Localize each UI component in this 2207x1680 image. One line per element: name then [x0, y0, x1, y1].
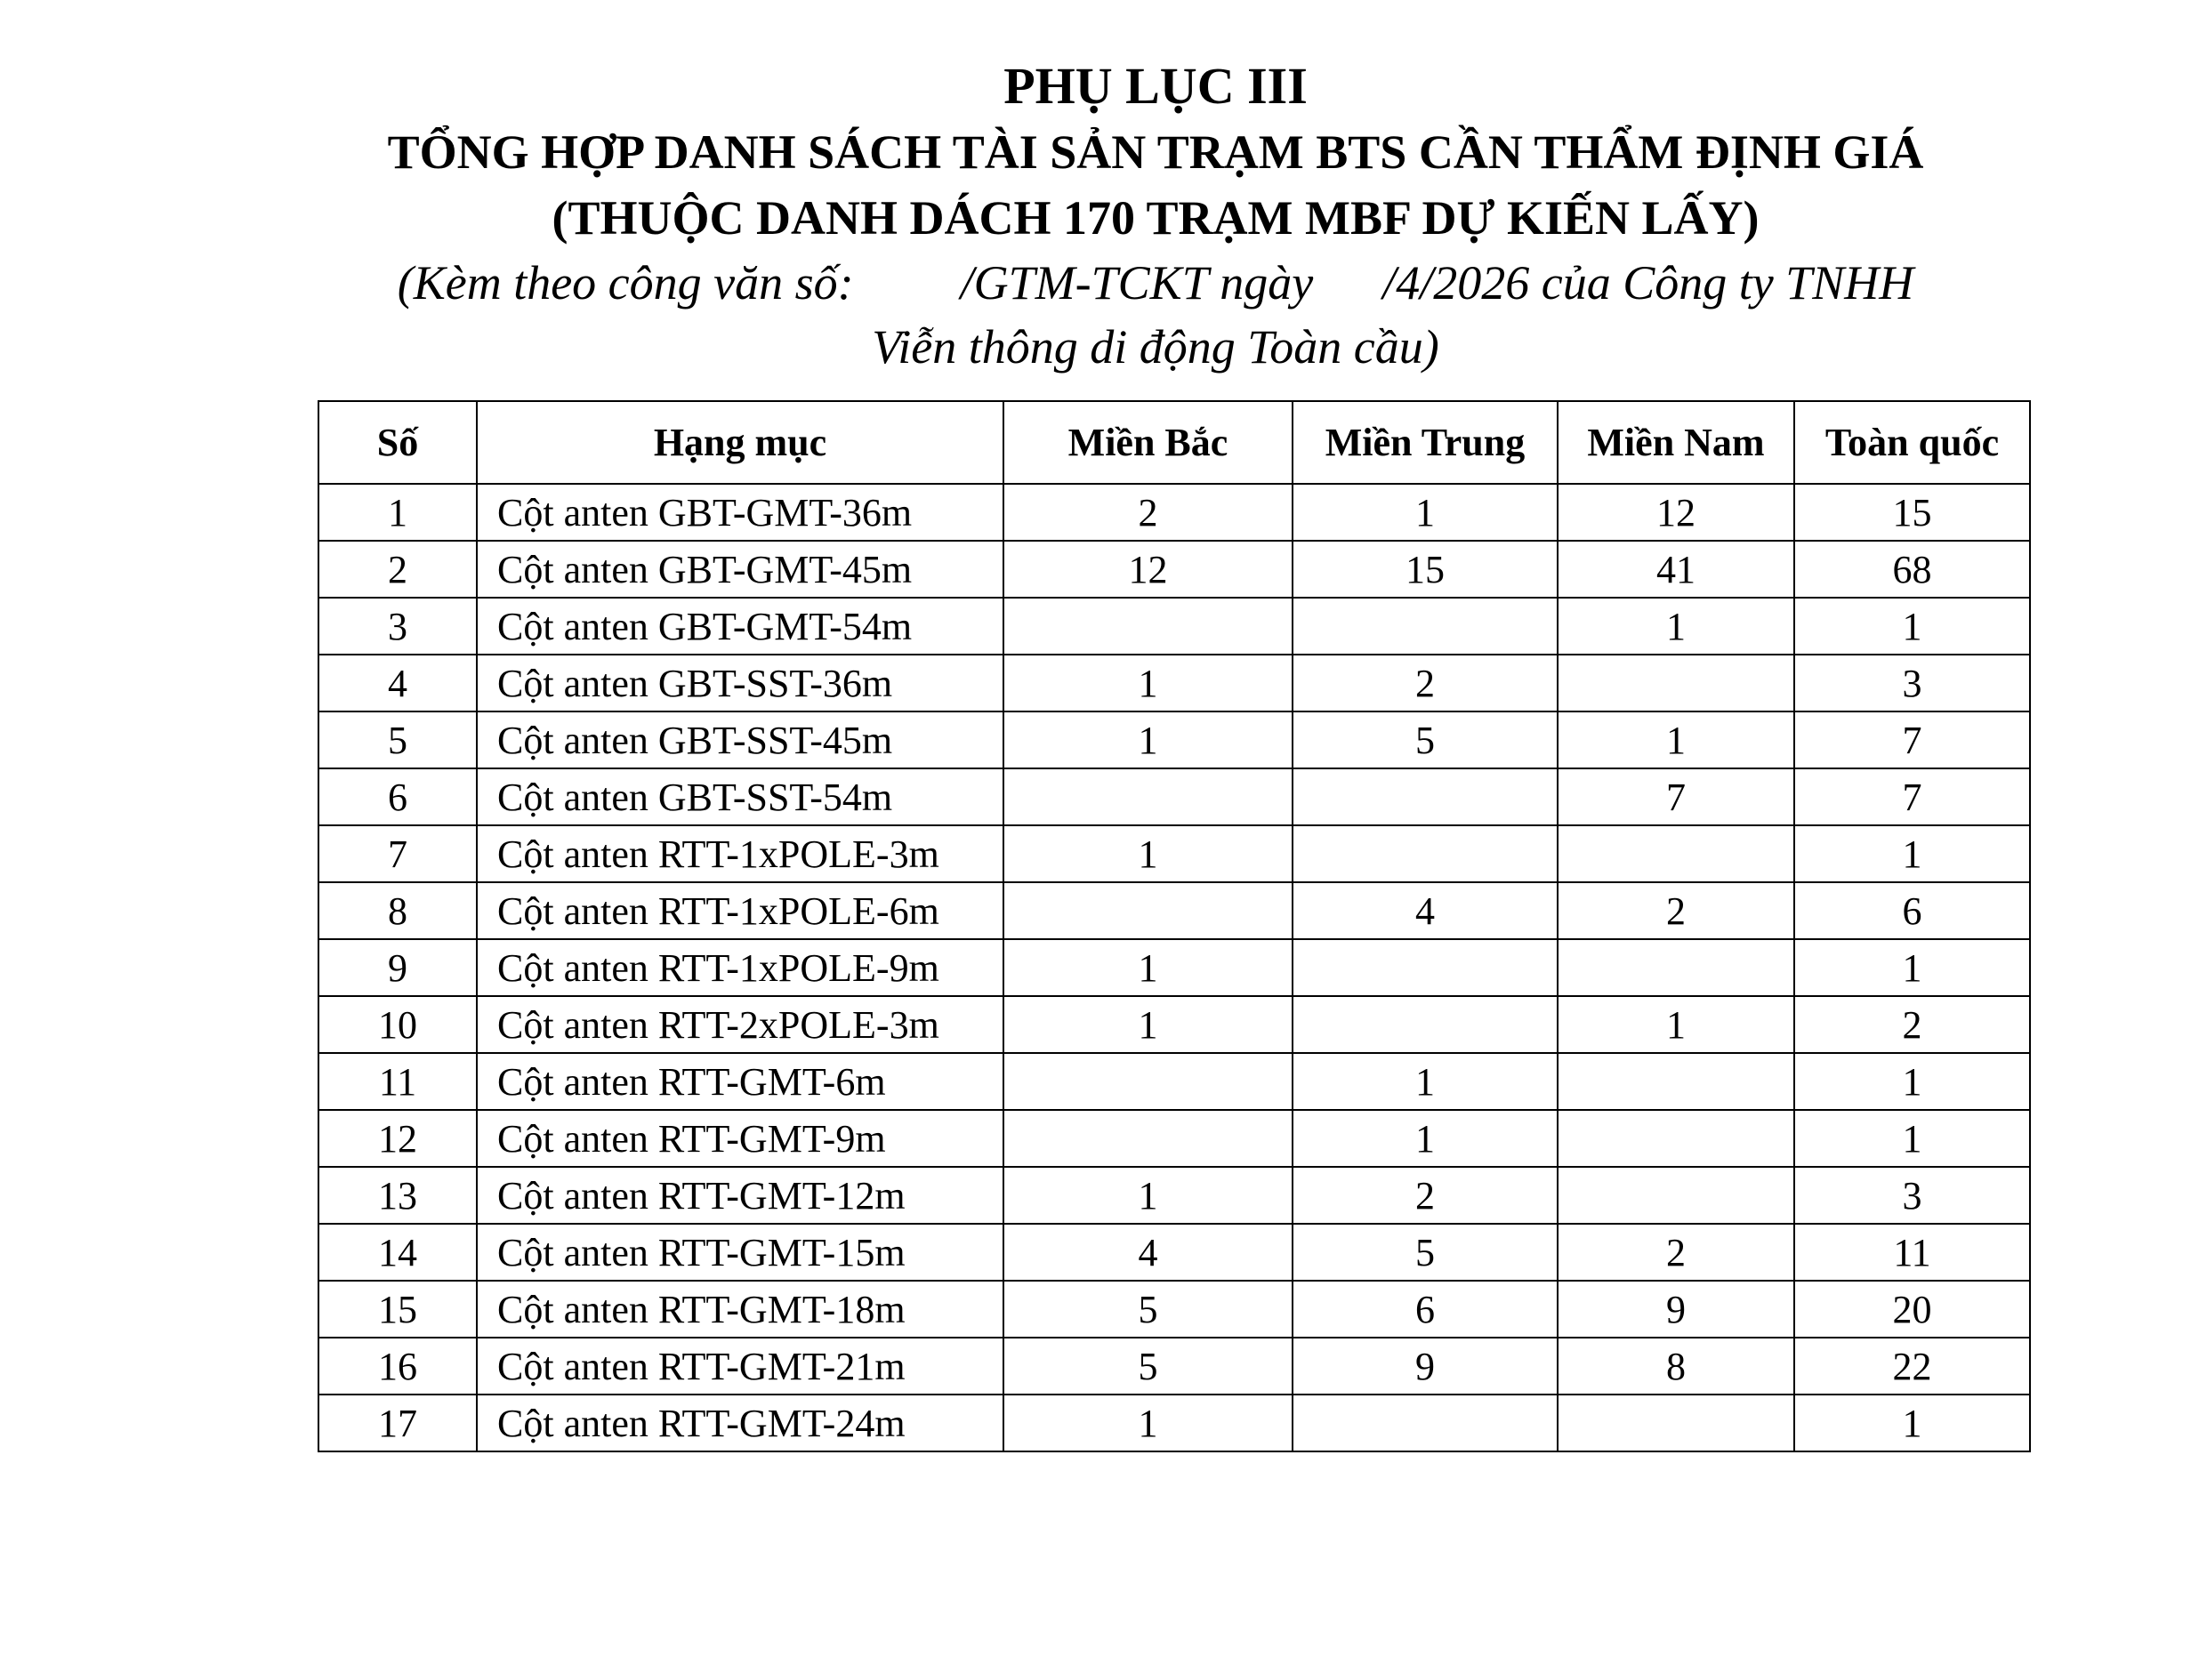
cell-item: Cột anten RTT-GMT-12m: [477, 1167, 1003, 1224]
cell-nationwide: 1: [1794, 825, 2030, 882]
cell-nationwide: 3: [1794, 655, 2030, 711]
cell-south: 8: [1558, 1338, 1794, 1395]
cell-south: [1558, 1110, 1794, 1167]
cell-north: 1: [1003, 711, 1293, 768]
table-body: [318, 484, 2030, 1451]
cell-no: 5: [318, 711, 477, 768]
cell-south: [1558, 825, 1794, 882]
cell-item: Cột anten RTT-GMT-21m: [477, 1338, 1003, 1395]
cell-north: 1: [1003, 655, 1293, 711]
cell-no: 13: [318, 1167, 477, 1224]
cell-no: 11: [318, 1053, 477, 1110]
column-header-nationwide: Toàn quốc: [1794, 401, 2030, 484]
cell-item: Cột anten RTT-GMT-15m: [477, 1224, 1003, 1281]
cell-central: 6: [1293, 1281, 1558, 1338]
cell-north: [1003, 768, 1293, 825]
table-header-row: [318, 401, 2030, 484]
cell-central: [1293, 1395, 1558, 1451]
cell-south: 12: [1558, 484, 1794, 541]
cell-central: [1293, 768, 1558, 825]
table-row: [318, 1338, 2030, 1395]
cell-nationwide: 7: [1794, 711, 2030, 768]
cell-item: Cột anten GBT-SST-45m: [477, 711, 1003, 768]
cell-north: 1: [1003, 1395, 1293, 1451]
cell-north: 4: [1003, 1224, 1293, 1281]
reference-note: [267, 251, 2044, 315]
cell-south: 7: [1558, 768, 1794, 825]
cell-nationwide: 6: [1794, 882, 2030, 939]
table-row: [318, 939, 2030, 996]
column-header-no: Số: [318, 401, 477, 484]
table-row: [318, 996, 2030, 1053]
reference-note-part2: /GTM-TCKT ngày: [960, 256, 1314, 309]
cell-nationwide: 20: [1794, 1281, 2030, 1338]
cell-north: 1: [1003, 996, 1293, 1053]
cell-south: 41: [1558, 541, 1794, 598]
cell-central: [1293, 825, 1558, 882]
cell-north: [1003, 1110, 1293, 1167]
table-row: [318, 1281, 2030, 1338]
cell-nationwide: 1: [1794, 1110, 2030, 1167]
table-row: [318, 541, 2030, 598]
cell-central: 1: [1293, 1110, 1558, 1167]
cell-item: Cột anten RTT-2xPOLE-3m: [477, 996, 1003, 1053]
cell-north: 1: [1003, 939, 1293, 996]
cell-south: 2: [1558, 1224, 1794, 1281]
cell-central: 4: [1293, 882, 1558, 939]
table-row: [318, 768, 2030, 825]
reference-note-part3: /4/2026 của Công ty TNHH: [1382, 256, 1914, 309]
cell-no: 10: [318, 996, 477, 1053]
cell-nationwide: 1: [1794, 598, 2030, 655]
cell-south: [1558, 1395, 1794, 1451]
cell-no: 1: [318, 484, 477, 541]
table-row: [318, 1224, 2030, 1281]
column-header-central: Miền Trung: [1293, 401, 1558, 484]
cell-north: 5: [1003, 1281, 1293, 1338]
cell-no: 6: [318, 768, 477, 825]
column-header-item: Hạng mục: [477, 401, 1003, 484]
cell-no: 9: [318, 939, 477, 996]
cell-central: 2: [1293, 1167, 1558, 1224]
cell-item: Cột anten RTT-GMT-24m: [477, 1395, 1003, 1451]
table-row: [318, 1395, 2030, 1451]
cell-nationwide: 68: [1794, 541, 2030, 598]
appendix-title: PHỤ LỤC III: [1003, 57, 1308, 115]
table-row: [318, 1167, 2030, 1224]
cell-north: 1: [1003, 825, 1293, 882]
cell-north: 5: [1003, 1338, 1293, 1395]
cell-central: 1: [1293, 484, 1558, 541]
document-subtitle-scope: (THUỘC DANH DÁCH 170 TRẠM MBF DỰ KIẾN LẤY): [552, 191, 1760, 245]
table-row: [318, 598, 2030, 655]
cell-central: 15: [1293, 541, 1558, 598]
cell-south: [1558, 1053, 1794, 1110]
cell-nationwide: 2: [1794, 996, 2030, 1053]
table-row: [318, 484, 2030, 541]
reference-note-line2: Viễn thông di động Toàn cầu): [872, 320, 1439, 374]
cell-south: 1: [1558, 711, 1794, 768]
table-row: [318, 882, 2030, 939]
cell-item: Cột anten RTT-1xPOLE-6m: [477, 882, 1003, 939]
cell-no: 2: [318, 541, 477, 598]
cell-no: 4: [318, 655, 477, 711]
cell-item: Cột anten GBT-SST-36m: [477, 655, 1003, 711]
cell-no: 16: [318, 1338, 477, 1395]
table-row: [318, 1110, 2030, 1167]
cell-nationwide: 1: [1794, 1395, 2030, 1451]
cell-south: [1558, 939, 1794, 996]
cell-item: Cột anten GBT-GMT-36m: [477, 484, 1003, 541]
table-row: [318, 655, 2030, 711]
cell-item: Cột anten RTT-GMT-9m: [477, 1110, 1003, 1167]
cell-nationwide: 11: [1794, 1224, 2030, 1281]
cell-central: 5: [1293, 1224, 1558, 1281]
cell-item: Cột anten GBT-GMT-54m: [477, 598, 1003, 655]
cell-no: 14: [318, 1224, 477, 1281]
cell-no: 15: [318, 1281, 477, 1338]
cell-item: Cột anten RTT-1xPOLE-9m: [477, 939, 1003, 996]
cell-item: Cột anten GBT-SST-54m: [477, 768, 1003, 825]
document-header: [267, 53, 2044, 379]
cell-south: 1: [1558, 598, 1794, 655]
cell-south: [1558, 1167, 1794, 1224]
cell-item: Cột anten GBT-GMT-45m: [477, 541, 1003, 598]
cell-north: [1003, 598, 1293, 655]
cell-south: [1558, 655, 1794, 711]
cell-north: 12: [1003, 541, 1293, 598]
cell-central: 1: [1293, 1053, 1558, 1110]
cell-nationwide: 1: [1794, 939, 2030, 996]
cell-central: 5: [1293, 711, 1558, 768]
cell-north: 2: [1003, 484, 1293, 541]
cell-nationwide: 3: [1794, 1167, 2030, 1224]
cell-central: 2: [1293, 655, 1558, 711]
cell-no: 7: [318, 825, 477, 882]
cell-no: 12: [318, 1110, 477, 1167]
cell-south: 2: [1558, 882, 1794, 939]
cell-item: Cột anten RTT-GMT-18m: [477, 1281, 1003, 1338]
cell-central: [1293, 598, 1558, 655]
cell-central: [1293, 939, 1558, 996]
cell-nationwide: 22: [1794, 1338, 2030, 1395]
cell-item: Cột anten RTT-1xPOLE-3m: [477, 825, 1003, 882]
document-subtitle: TỔNG HỢP DANH SÁCH TÀI SẢN TRẠM BTS CẦN THẨM ĐỊNH GIÁ: [387, 125, 1924, 179]
table-row: [318, 711, 2030, 768]
cell-no: 3: [318, 598, 477, 655]
cell-nationwide: 1: [1794, 1053, 2030, 1110]
cell-north: [1003, 882, 1293, 939]
cell-south: 1: [1558, 996, 1794, 1053]
cell-north: 1: [1003, 1167, 1293, 1224]
reference-note-part1: (Kèm theo công văn số:: [397, 256, 854, 309]
cell-nationwide: 7: [1794, 768, 2030, 825]
cell-south: 9: [1558, 1281, 1794, 1338]
cell-no: 8: [318, 882, 477, 939]
cell-north: [1003, 1053, 1293, 1110]
cell-item: Cột anten RTT-GMT-6m: [477, 1053, 1003, 1110]
column-header-south: Miền Nam: [1558, 401, 1794, 484]
cell-nationwide: 15: [1794, 484, 2030, 541]
cell-central: [1293, 996, 1558, 1053]
cell-no: 17: [318, 1395, 477, 1451]
table-row: [318, 825, 2030, 882]
table-row: [318, 1053, 2030, 1110]
asset-summary-table: [318, 400, 2031, 1452]
column-header-north: Miền Bắc: [1003, 401, 1293, 484]
cell-central: 9: [1293, 1338, 1558, 1395]
